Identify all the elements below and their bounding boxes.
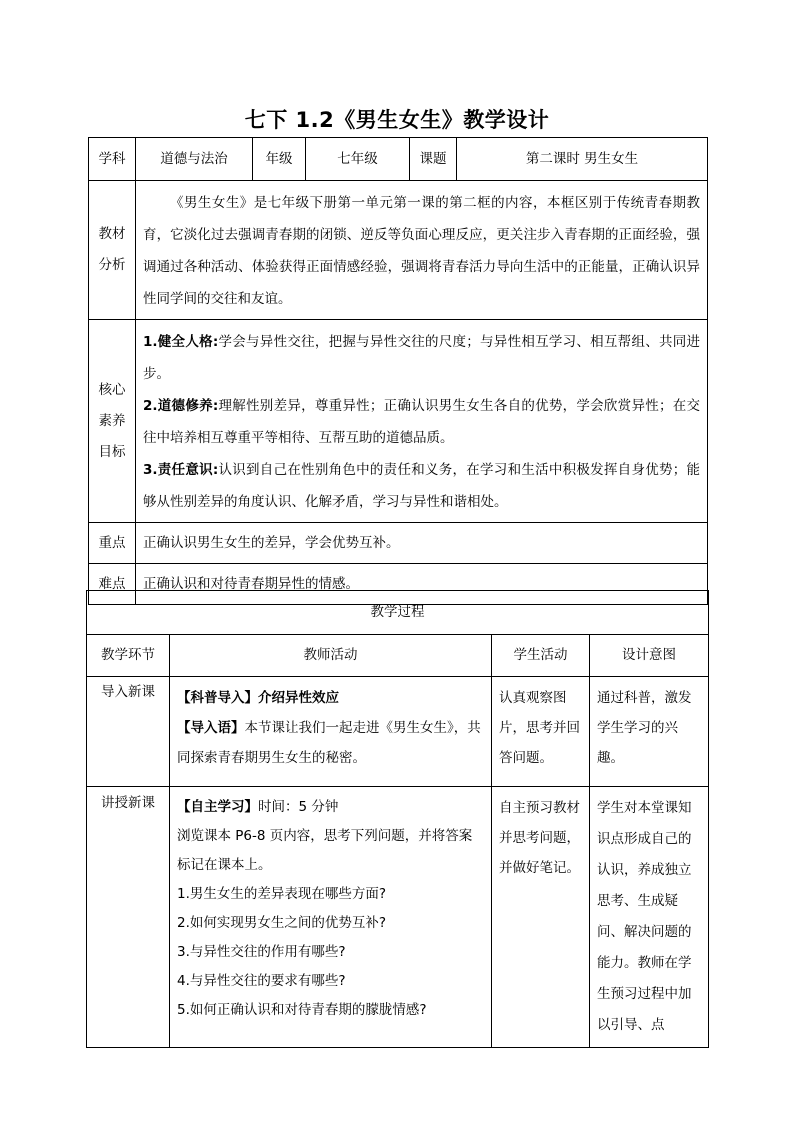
teaching-process-table: [86, 590, 709, 1048]
column-header: 设计意图: [590, 635, 709, 677]
stage-label: 导入新课: [87, 677, 170, 787]
grade-value: 七年级: [306, 138, 410, 181]
key-point-label: 重点: [89, 523, 136, 564]
process-columns-row: [87, 635, 709, 677]
goal-head: 3.责任意识:: [143, 462, 219, 478]
analysis-row: [89, 181, 708, 320]
info-row: [89, 138, 708, 181]
column-header: 学生活动: [492, 635, 590, 677]
teacher-activity-sub-text: 本节课让我们一起走进《男生女生》，共同探索青春期男生女生的秘密。: [177, 720, 481, 766]
topic-label: 课题: [410, 138, 457, 181]
teacher-activity-intro: 浏览课本 P6-8 页内容，思考下列问题，并将答案标记在课本上。: [177, 828, 473, 873]
question-item: 1.男生女生的差异表现在哪些方面?: [177, 886, 387, 902]
teacher-activity-time: 时间：5 分钟: [258, 799, 339, 815]
grade-label: 年级: [253, 138, 306, 181]
difficulty-text: 正确认识和对待青春期异性的情感。: [136, 564, 708, 605]
student-activity: 认真观察图片，思考并回答问题。: [492, 677, 590, 787]
question-item: 5.如何正确认识和对待青春期的朦胧情感?: [177, 1002, 427, 1018]
design-intent: 学生对本堂课知识点形成自己的认识，养成独立思考、生成疑问、解决问题的能力。教师在学生预习过程中加以引导、点: [590, 787, 709, 1048]
teacher-activity-sub-label: 【导入语】: [177, 720, 245, 736]
teacher-activity: [170, 787, 492, 1048]
analysis-text: 《男生女生》是七年级下册第一单元第一课的第二框的内容，本框区别于传统青春期教育，它淡化过去强调青春期的闭锁、逆反等负面心理反应，更关注步入青春期的正面经验，强调通过各种活动、体验获得正面情感经验，强调将青春活力导向生活中的正能量，正确认识异性同学间的交往和友谊。: [143, 195, 700, 307]
column-header: 教学环节: [87, 635, 170, 677]
student-activity: 自主预习教材并思考问题，并做好笔记。: [492, 787, 590, 1048]
goal-head: 1.健全人格:: [143, 334, 219, 350]
goal-item: [143, 454, 700, 518]
question-item: 2.如何实现男女生之间的优势互补?: [177, 915, 387, 931]
teacher-activity-head: 【自主学习】: [177, 799, 258, 815]
lesson-info-table: [88, 137, 708, 605]
process-header-row: [87, 591, 709, 635]
goals-row: [89, 320, 708, 523]
topic-value: 第二课时 男生女生: [457, 138, 708, 181]
goals-label-line: 目标: [98, 443, 126, 460]
process-row: [87, 677, 709, 787]
subject-label: 学科: [89, 138, 136, 181]
question-item: 4.与异性交往的要求有哪些?: [177, 973, 346, 989]
column-header: 教师活动: [170, 635, 492, 677]
difficulty-label: 难点: [89, 564, 136, 605]
page-title: 七下 1.2《男生女生》教学设计: [244, 108, 550, 132]
goals-label-line: 核心: [98, 381, 126, 398]
goal-head: 2.道德修养:: [143, 398, 219, 414]
analysis-label-line: 分析: [98, 257, 126, 273]
subject-value: 道德与法治: [136, 138, 253, 181]
design-intent: 通过科普，激发学生学习的兴趣。: [590, 677, 709, 787]
goal-text: 认识到自己在性别角色中的责任和义务，在学习和生活中积极发挥自身优势；能够从性别差异的角度认识、化解矛盾，学习与异性和谐相处。: [143, 462, 701, 510]
analysis-text-cell: [136, 181, 708, 320]
teacher-activity: [170, 677, 492, 787]
teacher-activity-head-line: [177, 793, 484, 822]
key-point-row: [89, 523, 708, 564]
analysis-label: [89, 181, 136, 320]
goal-text: 理解性别差异，尊重异性；正确认识男生女生各自的优势，学会欣赏异性；在交往中培养相互尊重平等相待、互帮互助的道德品质。: [143, 398, 701, 446]
stage-label: 讲授新课: [87, 787, 170, 1048]
goal-item: [143, 390, 700, 454]
goals-text-cell: [136, 320, 708, 523]
process-row: [87, 787, 709, 1048]
goals-label-line: 素养: [98, 412, 126, 429]
goals-label: [89, 320, 136, 523]
key-point-text: 正确认识男生女生的差异，学会优势互补。: [136, 523, 708, 564]
teacher-activity-head: 【科普导入】介绍异性效应: [177, 690, 339, 706]
analysis-label-line: 教材: [98, 226, 126, 242]
teacher-activity-text: [177, 713, 484, 773]
process-header: 教学过程: [87, 591, 709, 635]
goal-item: [143, 326, 700, 390]
goal-text: 学会与异性交往，把握与异性交往的尺度；与异性相互学习、相互帮组、共同进步。: [143, 334, 701, 382]
question-item: 3.与异性交往的作用有哪些?: [177, 944, 346, 960]
